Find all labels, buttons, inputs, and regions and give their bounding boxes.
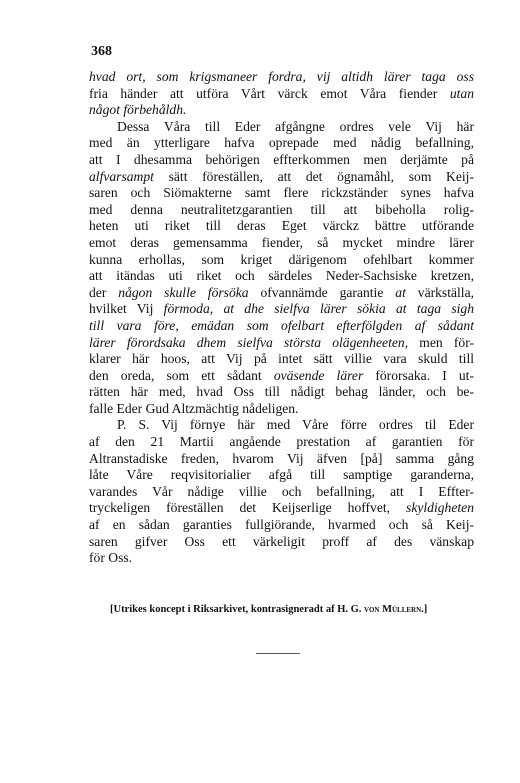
text-segment: någon skulle försöka: [118, 284, 249, 300]
text-line: [89, 368, 474, 385]
text-segment: förmoda, at dhe sielfva lärer sökia at taga sigh: [163, 301, 474, 317]
text-line: [89, 335, 474, 352]
text-segment: af den 21 Martii angående prestation af garantien för: [89, 434, 474, 450]
text-segment: Dessa Våra till Eder afgångne ordres vele Vij här: [117, 118, 474, 134]
text-line: [89, 301, 474, 318]
text-line: [89, 285, 474, 302]
text-segment: varandes Vår nådige villie och befallning, att I Effter-: [89, 483, 474, 499]
text-line: [89, 218, 474, 235]
text-segment: tryckeligen föreställen det Keijserlige hoffvet,: [89, 500, 407, 516]
text-segment: klarer här hoos, att Vij på intet sätt villie vara skuld till: [89, 351, 474, 367]
text-line: [89, 384, 474, 401]
text-segment: alfvarsampt: [89, 168, 154, 184]
text-line: [89, 451, 474, 468]
text-segment: utan: [449, 85, 474, 101]
text-line: [89, 517, 474, 534]
text-line: [89, 417, 474, 434]
text-segment: rätten här med, hvad Oss till nådigt behag länder, och be-: [89, 384, 474, 400]
text-segment: värkställa,: [405, 284, 475, 300]
text-line: [89, 534, 474, 551]
archive-note-close: .]: [421, 604, 428, 615]
text-segment: at: [395, 284, 406, 300]
text-line: [89, 434, 474, 451]
text-line: [89, 252, 474, 269]
text-segment: kunna erhollas, som kriget därigenom ofehlbart kommer: [89, 251, 474, 267]
text-segment: med denna neutralitetzgarantien till att bibeholla rolig-: [89, 201, 474, 217]
text-segment: ofvannämde garantie: [248, 284, 396, 300]
text-line: [89, 351, 474, 368]
text-segment: saren och Siömakterne samt flere rickzständer synes hafva: [89, 185, 474, 201]
text-segment: oväsende lärer: [273, 367, 364, 383]
text-line: [89, 119, 474, 136]
text-segment: af en sådan garanties fullgiörande, hvarmed och så Keij-: [89, 517, 474, 533]
text-line: [89, 86, 474, 103]
text-line: [89, 135, 474, 152]
archive-note-name: von Müllern: [364, 604, 422, 615]
text-segment: Altranstadiske freden, hvarom Vij äfven [på] samma gång: [89, 450, 474, 466]
text-line: [89, 318, 474, 335]
text-segment: för Oss.: [89, 550, 133, 566]
archive-note: [110, 604, 478, 615]
text-segment: till vara före, emädan som ofelbart efterfölgden af sådant: [89, 317, 474, 333]
text-segment: sätt föreställen, att det ögnamåhl, som Keij-: [153, 168, 474, 184]
text-line: [89, 185, 474, 202]
text-line: [89, 401, 474, 418]
separator-rule: [256, 653, 300, 654]
text-line: [89, 169, 474, 186]
text-segment: saren gifver Oss ett värkeligit proff af des vänskap: [89, 533, 474, 549]
text-segment: att itändas uti riket och särdeles Neder-Sachsiske kretzen,: [89, 268, 474, 284]
text-segment: men för-: [408, 334, 474, 350]
text-line: [89, 484, 474, 501]
text-segment: förorsaka. I ut-: [363, 367, 474, 383]
text-line: [89, 235, 474, 252]
text-line: [89, 202, 474, 219]
text-line: [89, 102, 474, 119]
text-line: [89, 500, 474, 517]
text-segment: der: [89, 284, 119, 300]
page-number: 368: [91, 44, 112, 59]
text-segment: hvad ort, som krigsmaneer fordra, vij altidh lärer taga oss: [89, 69, 474, 84]
letter-body: [89, 69, 474, 567]
text-line: [89, 550, 474, 567]
text-segment: lärer förordsaka dhem sielfva största olägenheeten,: [89, 334, 409, 350]
text-segment: P. S. Vij förnye här med Våre förre ordres til Eder: [117, 417, 474, 433]
text-segment: något förbehåldh.: [89, 102, 187, 118]
text-segment: fria händer att utföra Vårt värck emot Våra fiender: [89, 85, 450, 101]
text-segment: att I dhesamma behörigen effterkommen men derjämte på: [89, 151, 474, 167]
text-line: [89, 69, 474, 86]
text-line: [89, 467, 474, 484]
text-line: [89, 268, 474, 285]
text-line: [89, 152, 474, 169]
archive-note-text: [Utrikes koncept i Riksarkivet, kontrasigneradt af H. G.: [110, 604, 365, 615]
text-segment: heten uti riket till deras Eget värckz bättre utförande: [89, 218, 474, 234]
text-segment: falle Eder Gud Altzmächtig nådeligen.: [89, 400, 299, 416]
text-segment: den oreda, som ett sådant: [89, 367, 274, 383]
text-segment: skyldigheten: [406, 500, 474, 516]
text-segment: låte Våre reqvisitorialier afgå till samptige garanderna,: [89, 467, 474, 483]
text-segment: hvilket Vij: [89, 301, 164, 317]
text-segment: emot deras gemensamma fiender, så mycket mindre lärer: [89, 234, 474, 250]
text-segment: med än ytterligare hafva oprepade med nådig befallning,: [89, 135, 474, 151]
